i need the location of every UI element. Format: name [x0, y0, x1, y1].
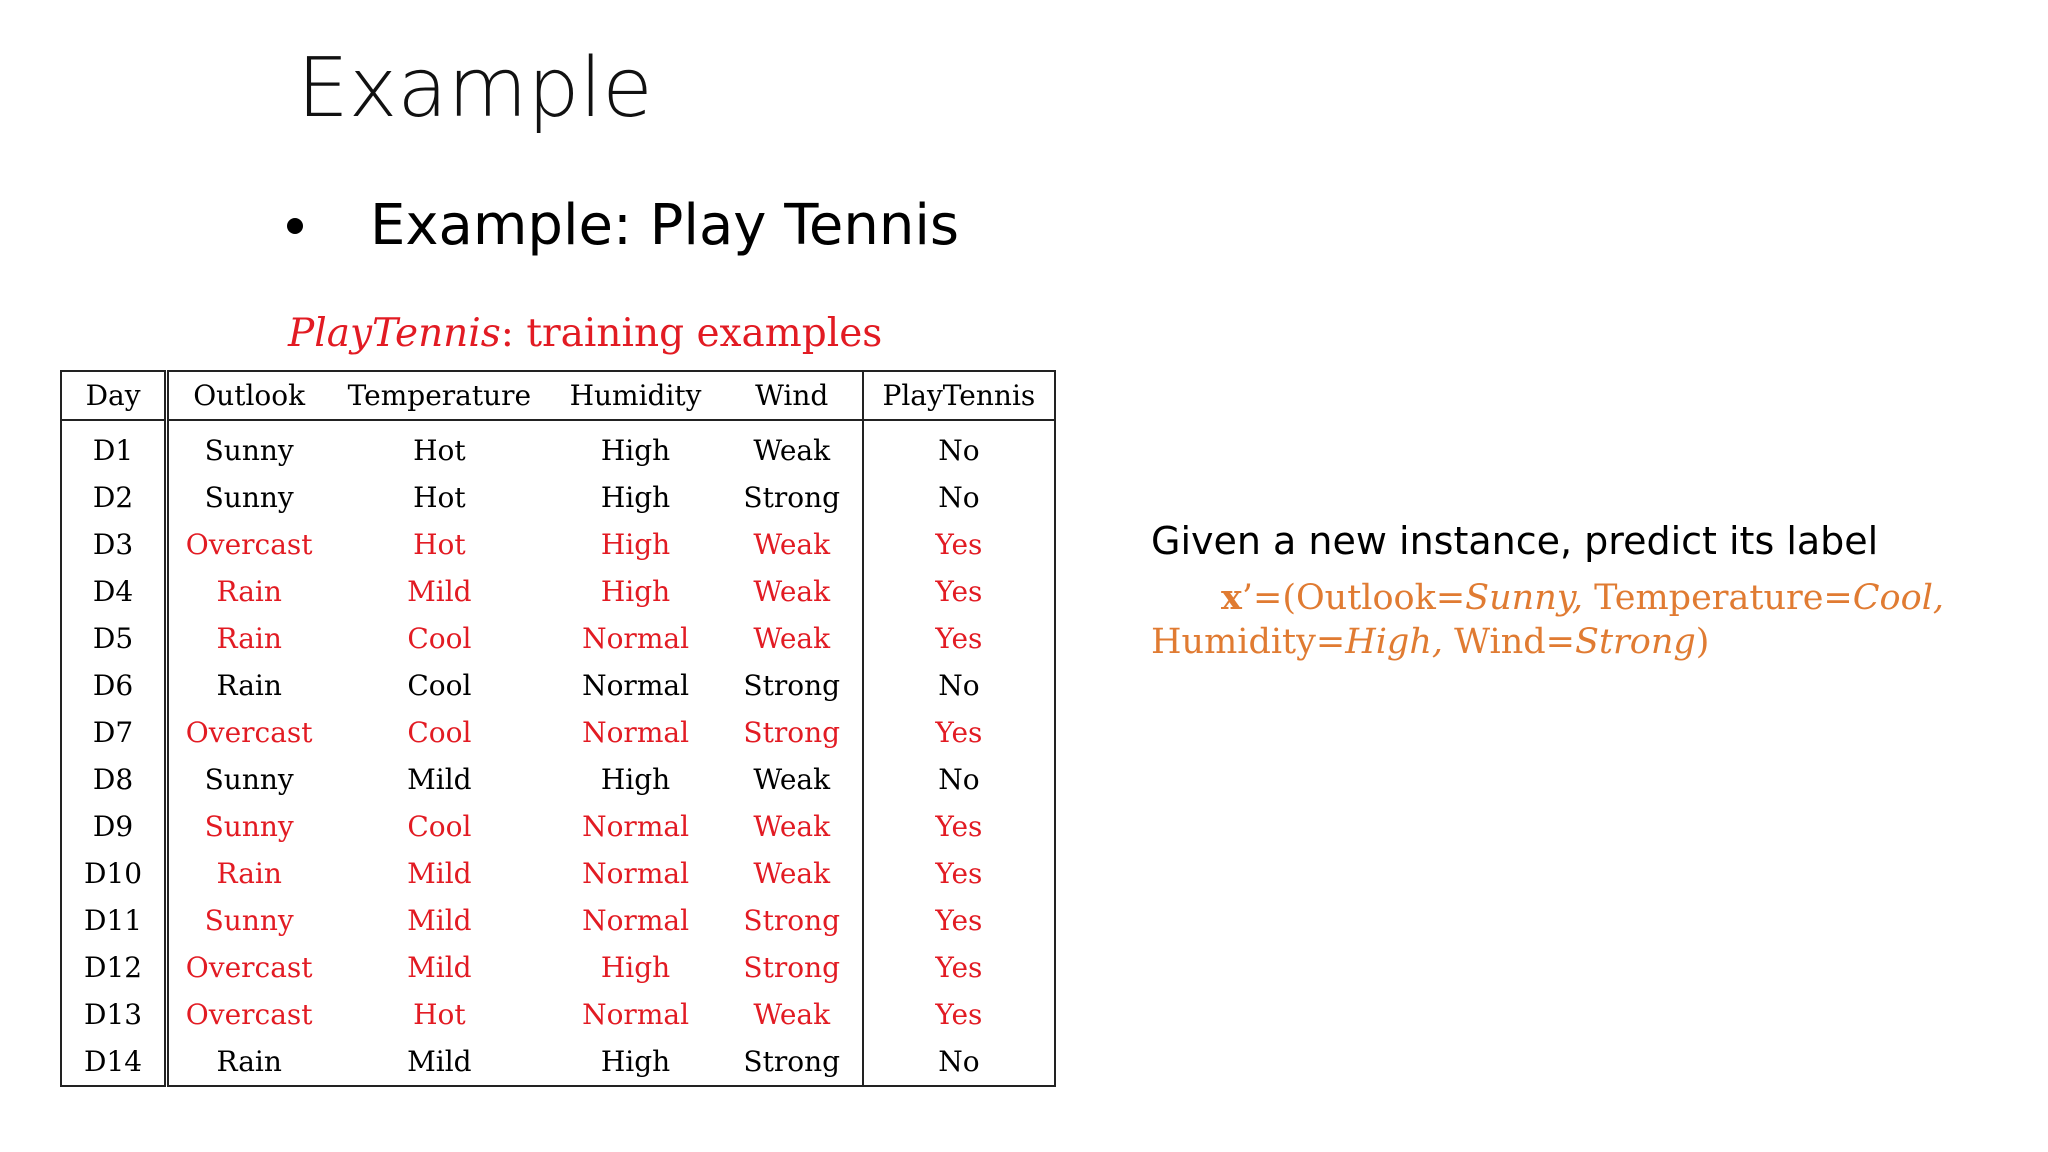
cell-humidity: High — [600, 1045, 671, 1078]
cell-wind: Weak — [753, 763, 831, 796]
cell-humidity: Normal — [582, 810, 690, 843]
instance-outlook-value: Sunny, — [1465, 578, 1584, 618]
cell-temperature: Hot — [413, 434, 466, 467]
cell-playtennis: No — [863, 756, 1055, 803]
cell-humidity: High — [600, 575, 671, 608]
instance-part: Temperature= — [1583, 578, 1853, 618]
header-wind: Wind — [722, 371, 863, 420]
cell-temperature: Hot — [413, 528, 466, 561]
table-row — [61, 420, 1055, 474]
cell-humidity: Normal — [582, 998, 690, 1031]
cell-day: D6 — [61, 662, 167, 709]
table-caption — [288, 311, 883, 356]
table-row — [61, 897, 1055, 944]
header-outlook: Outlook — [167, 371, 330, 420]
prediction-prompt: Given a new instance, predict its label — [1151, 519, 1879, 563]
cell-outlook: Rain — [216, 1045, 282, 1078]
table-row — [61, 662, 1055, 709]
cell-outlook: Rain — [216, 575, 282, 608]
cell-temperature: Mild — [407, 1045, 472, 1078]
table-row — [61, 568, 1055, 615]
table-row — [61, 709, 1055, 756]
instance-part: ’=(Outlook= — [1241, 578, 1466, 618]
cell-temperature: Mild — [407, 951, 472, 984]
cell-playtennis: Yes — [863, 991, 1055, 1038]
new-instance — [1151, 576, 2011, 664]
cell-outlook: Rain — [216, 622, 282, 655]
bullet-item — [287, 193, 960, 258]
cell-humidity: High — [600, 951, 671, 984]
cell-playtennis: Yes — [863, 521, 1055, 568]
cell-temperature: Hot — [413, 998, 466, 1031]
header-humidity: Humidity — [549, 371, 721, 420]
table-header-row — [61, 371, 1055, 420]
cell-playtennis: Yes — [863, 615, 1055, 662]
table-row — [61, 756, 1055, 803]
cell-humidity: High — [600, 434, 671, 467]
cell-playtennis: Yes — [863, 897, 1055, 944]
cell-day: D3 — [61, 521, 167, 568]
cell-humidity: Normal — [582, 857, 690, 890]
cell-day: D12 — [61, 944, 167, 991]
cell-temperature: Mild — [407, 575, 472, 608]
cell-playtennis: Yes — [863, 850, 1055, 897]
cell-temperature: Mild — [407, 904, 472, 937]
x-symbol: x — [1221, 577, 1242, 618]
cell-humidity: High — [600, 481, 671, 514]
cell-wind: Strong — [743, 951, 841, 984]
cell-temperature: Cool — [407, 810, 472, 843]
caption-italic: PlayTennis — [288, 311, 501, 356]
cell-day: D11 — [61, 897, 167, 944]
cell-playtennis: No — [863, 420, 1055, 474]
header-temperature: Temperature — [329, 371, 549, 420]
cell-wind: Weak — [753, 528, 831, 561]
cell-outlook: Overcast — [185, 998, 313, 1031]
training-examples-table — [60, 370, 1056, 1087]
table-row — [61, 1038, 1055, 1086]
cell-humidity: High — [600, 763, 671, 796]
table-row — [61, 803, 1055, 850]
cell-day: D9 — [61, 803, 167, 850]
cell-playtennis: No — [863, 474, 1055, 521]
table-row — [61, 474, 1055, 521]
cell-day: D2 — [61, 474, 167, 521]
cell-outlook: Sunny — [204, 763, 294, 796]
instance-temperature-value: Cool, — [1852, 578, 1945, 618]
cell-day: D7 — [61, 709, 167, 756]
cell-playtennis: Yes — [863, 568, 1055, 615]
cell-playtennis: No — [863, 662, 1055, 709]
header-playtennis: PlayTennis — [863, 371, 1055, 420]
instance-humidity-value: High, — [1345, 622, 1444, 662]
table-row — [61, 850, 1055, 897]
cell-outlook: Sunny — [204, 904, 294, 937]
instance-wind-value: Strong — [1574, 622, 1696, 662]
cell-outlook: Sunny — [204, 481, 294, 514]
cell-playtennis: No — [863, 1038, 1055, 1086]
cell-day: D8 — [61, 756, 167, 803]
cell-day: D13 — [61, 991, 167, 1038]
slide-title: Example — [297, 41, 653, 136]
cell-temperature: Cool — [407, 622, 472, 655]
cell-humidity: Normal — [582, 622, 690, 655]
cell-wind: Weak — [753, 434, 831, 467]
bullet-dot-icon — [287, 218, 303, 234]
cell-day: D5 — [61, 615, 167, 662]
cell-wind: Strong — [743, 904, 841, 937]
cell-humidity: Normal — [582, 716, 690, 749]
cell-day: D1 — [61, 420, 167, 474]
cell-humidity: High — [600, 528, 671, 561]
cell-playtennis: Yes — [863, 709, 1055, 756]
cell-humidity: Normal — [582, 669, 690, 702]
cell-wind: Strong — [743, 669, 841, 702]
cell-temperature: Cool — [407, 716, 472, 749]
cell-temperature: Mild — [407, 857, 472, 890]
table-row — [61, 521, 1055, 568]
cell-wind: Weak — [753, 622, 831, 655]
cell-outlook: Overcast — [185, 528, 313, 561]
cell-outlook: Overcast — [185, 951, 313, 984]
cell-outlook: Overcast — [185, 716, 313, 749]
cell-humidity: Normal — [582, 904, 690, 937]
bullet-text: Example: Play Tennis — [370, 193, 960, 258]
cell-wind: Weak — [753, 810, 831, 843]
cell-outlook: Rain — [216, 857, 282, 890]
instance-part: Wind= — [1443, 622, 1575, 662]
cell-outlook: Sunny — [204, 810, 294, 843]
table-row — [61, 991, 1055, 1038]
instance-part: Humidity= — [1151, 622, 1346, 662]
cell-wind: Strong — [743, 716, 841, 749]
cell-day: D14 — [61, 1038, 167, 1086]
cell-wind: Strong — [743, 1045, 841, 1078]
instance-part: ) — [1695, 622, 1710, 662]
cell-wind: Weak — [753, 857, 831, 890]
table-row — [61, 944, 1055, 991]
caption-rest: : training examples — [500, 311, 883, 356]
cell-wind: Weak — [753, 575, 831, 608]
cell-wind: Strong — [743, 481, 841, 514]
cell-day: D4 — [61, 568, 167, 615]
cell-outlook: Sunny — [204, 434, 294, 467]
header-day: Day — [61, 371, 167, 420]
cell-day: D10 — [61, 850, 167, 897]
cell-playtennis: Yes — [863, 944, 1055, 991]
table-body — [61, 420, 1055, 1086]
table-row — [61, 615, 1055, 662]
cell-temperature: Cool — [407, 669, 472, 702]
cell-wind: Weak — [753, 998, 831, 1031]
cell-outlook: Rain — [216, 669, 282, 702]
cell-temperature: Hot — [413, 481, 466, 514]
cell-temperature: Mild — [407, 763, 472, 796]
cell-playtennis: Yes — [863, 803, 1055, 850]
